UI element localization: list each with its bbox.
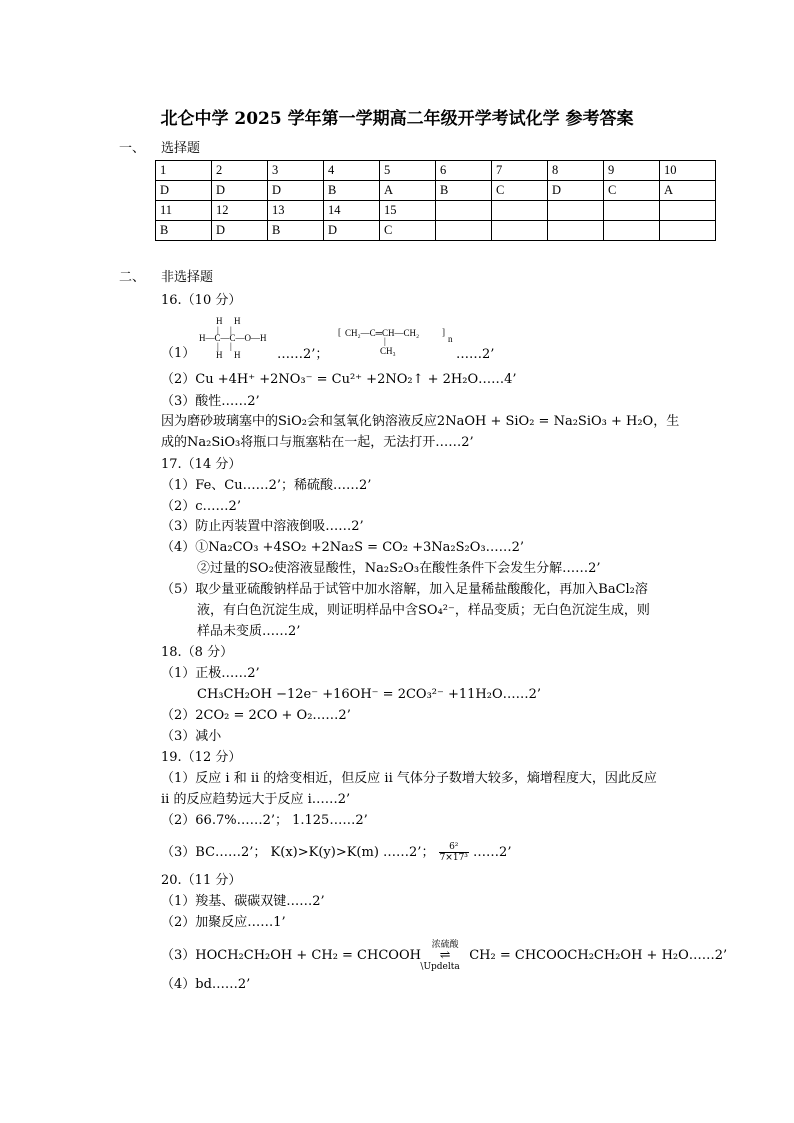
ethanol-bond-bottom: | | [217, 341, 232, 351]
table-cell: 13 [268, 201, 324, 221]
table-cell: 3 [268, 161, 324, 181]
q17-part4a: （4）①Na₂CO₃ +4SO₂ +2Na₂S = CO₂ +3Na₂S₂O₃……2’ [161, 540, 525, 555]
section2-number: 二、 [119, 270, 146, 285]
table-cell: C [492, 181, 548, 201]
q17-part3: （3）防止丙装置中溶液倒吸……2’ [161, 519, 364, 534]
arrow-condition-top: 浓硫酸 [431, 939, 459, 950]
reaction-arrow [420, 939, 465, 972]
q19-part1-line1: （1）反应 i 和 ii 的焓变相近，但反应 ii 气体分子数增大较多，熵增程度大，因此反应 [161, 771, 657, 786]
ethanol-top-h2: H [234, 316, 241, 326]
table-cell: 1 [156, 161, 212, 181]
polymer-methyl: CH₃ [380, 346, 396, 356]
table-cell: 9 [604, 161, 660, 181]
ethanol-bond: | | [217, 325, 232, 335]
q17-part5-line2: 液，有白色沉淀生成，则证明样品中含SO₄²⁻，样品变质；无白色沉淀生成，则 [197, 603, 650, 618]
q16-explain-line1: 因为磨砂玻璃塞中的SiO₂会和氢氧化钠溶液反应2NaOH + SiO₂ = Na₂SiO₃ + H₂O，生 [161, 414, 680, 429]
table-cell: D [324, 221, 380, 241]
equilibrium-arrow-icon: ⇌ [439, 947, 451, 963]
table-cell: 12 [212, 201, 268, 221]
polymer-branch: | [384, 336, 386, 346]
section1-number: 一、 [119, 141, 146, 156]
table-cell [548, 201, 604, 221]
q16-explain-line2: 成的Na₂SiO₃将瓶口与瓶塞粘在一起，无法打开……2’ [161, 435, 474, 450]
table-cell [436, 201, 492, 221]
table-cell: A [660, 181, 716, 201]
table-cell [604, 221, 660, 241]
q20-part3-reactants: （3）HOCH₂CH₂OH + CH₂ = CHCOOH [161, 948, 421, 963]
section1-label: 选择题 [161, 141, 201, 156]
q16-part1-label: （1） [161, 346, 196, 361]
q20-part3-products: CH₂ = CHCOOCH₂CH₂OH + H₂O……2’ [469, 948, 728, 963]
q18-part2: （2）2CO₂ = 2CO + O₂……2’ [161, 708, 351, 723]
q16-part2 [161, 371, 517, 389]
table-cell: 8 [548, 161, 604, 181]
table-cell: 5 [380, 161, 436, 181]
table-cell: B [436, 181, 492, 201]
q16-part2-equation: Cu +4H⁺ +2NO₃⁻ = Cu²⁺ +2NO₂↑ + 2H₂O……4’ [195, 372, 517, 387]
q20-part1: （1）羧基、碳碳双键……2’ [161, 894, 325, 909]
ethanol-top-h1: H [216, 316, 223, 326]
table-cell [436, 221, 492, 241]
q16-score-2: ……2’ [456, 347, 495, 362]
table-cell [492, 221, 548, 241]
table-cell: D [268, 181, 324, 201]
polymer-main: CH₂—C═CH—CH₂ [345, 328, 420, 338]
table-row [156, 161, 716, 181]
q18-heading: 18.（8 分） [161, 645, 234, 660]
table-cell: A [380, 181, 436, 201]
arrow-condition-bottom: \Updelta [420, 961, 460, 972]
table-cell: D [548, 181, 604, 201]
table-row [156, 181, 716, 201]
table-cell: B [324, 181, 380, 201]
q20-part3 [161, 936, 727, 976]
table-cell [604, 201, 660, 221]
q16-part2-label: （2） [161, 372, 196, 387]
q17-part1: （1）Fe、Cu……2’；稀硫酸……2’ [161, 478, 372, 493]
answer-table [155, 160, 716, 241]
q16-score-1: ……2’； [277, 347, 329, 362]
polymer-n: n [448, 334, 453, 344]
q19-part3-score: ……2’ [473, 845, 512, 860]
q16-part3: （3）酸性……2’ [161, 394, 260, 409]
table-cell: B [156, 221, 212, 241]
q18-part1: （1）正极……2’ [161, 666, 260, 681]
table-cell [660, 221, 716, 241]
q19-part1-line2: ii 的反应趋势远大于反应 i……2’ [161, 792, 351, 807]
ethanol-main: H—C—C—O—H [199, 333, 267, 343]
table-cell: D [156, 181, 212, 201]
q20-heading: 20.（11 分） [161, 873, 242, 888]
polymer-bracket-right: ] [442, 327, 445, 337]
table-cell: C [380, 221, 436, 241]
polymer-bracket-left: [ [338, 327, 341, 337]
ethanol-bottom-h2: H [234, 350, 241, 360]
q17-part2: （2）c……2’ [161, 499, 241, 514]
table-row [156, 201, 716, 221]
table-cell: B [268, 221, 324, 241]
q20-part4: （4）bd……2’ [161, 977, 251, 992]
q16-heading: 16.（10 分） [161, 293, 242, 308]
q18-part1-equation: CH₃CH₂OH −12e⁻ +16OH⁻ = 2CO₃²⁻ +11H₂O……2’ [197, 687, 542, 702]
ethanol-bottom-h1: H [216, 350, 223, 360]
table-cell [548, 221, 604, 241]
q19-part3 [161, 842, 511, 863]
q17-part4b: ②过量的SO₂使溶液显酸性，Na₂S₂O₃在酸性条件下会发生分解……2’ [197, 561, 601, 576]
q19-part3-text: （3）BC……2’； K(x)>K(y)>K(m) ……2’； [161, 845, 439, 860]
table-cell: 4 [324, 161, 380, 181]
fraction [439, 842, 469, 863]
table-cell [492, 201, 548, 221]
table-cell: 14 [324, 201, 380, 221]
fraction-numerator: 6² [439, 842, 469, 853]
q17-part5-line1: （5）取少量亚硫酸钠样品于试管中加水溶解，加入足量稀盐酸酸化，再加入BaCl₂溶 [161, 582, 648, 597]
q18-part3: （3）减小 [161, 729, 222, 744]
page-title: 北仑中学 2025 学年第一学期高二年级开学考试化学 参考答案 [160, 109, 634, 129]
table-cell: 15 [380, 201, 436, 221]
table-cell: 11 [156, 201, 212, 221]
q17-heading: 17.（14 分） [161, 457, 242, 472]
fraction-denominator: 7×17³ [439, 853, 468, 863]
table-cell: 6 [436, 161, 492, 181]
table-cell: D [212, 221, 268, 241]
table-row [156, 221, 716, 241]
table-cell: D [212, 181, 268, 201]
section2-label: 非选择题 [161, 270, 214, 285]
q17-part5-line3: 样品未变质……2’ [197, 624, 301, 639]
table-cell: 7 [492, 161, 548, 181]
table-cell: 2 [212, 161, 268, 181]
q19-heading: 19.（12 分） [161, 750, 242, 765]
table-cell: 10 [660, 161, 716, 181]
table-cell [660, 201, 716, 221]
q19-part2: （2）66.7%……2’； 1.125……2’ [161, 813, 368, 828]
q20-part2: （2）加聚反应……1’ [161, 915, 286, 930]
table-cell: C [604, 181, 660, 201]
